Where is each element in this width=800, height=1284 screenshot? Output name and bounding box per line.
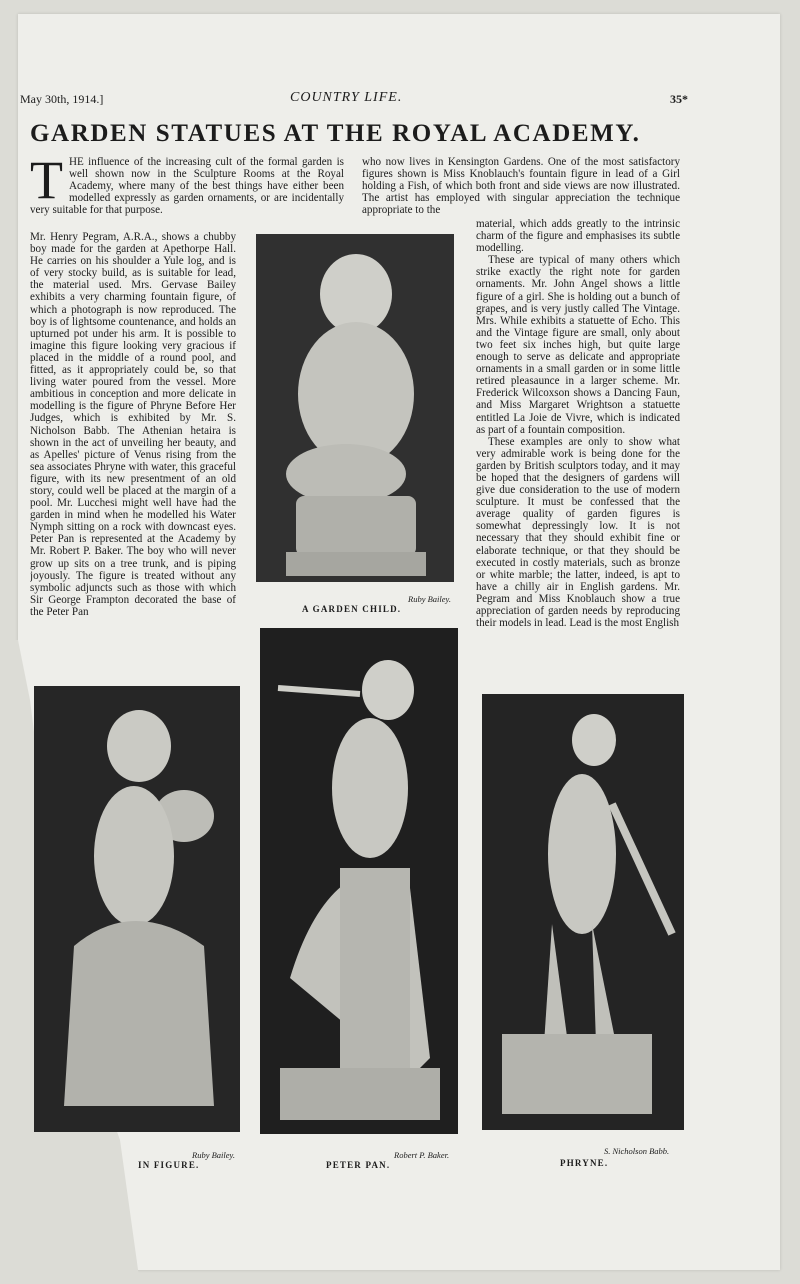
- photo-garden-child-credit: Ruby Bailey.: [408, 594, 451, 604]
- article-title: GARDEN STATUES AT THE ROYAL ACADEMY.: [30, 120, 641, 147]
- photo-phryne-caption: PHRYNE.: [560, 1158, 609, 1168]
- column-3-top: [362, 156, 680, 220]
- column-1-intro: HE influence of the increasing cult of the formal garden is well shown now in the Sculpture Rooms at the Royal Academy, where many of the best things have either been modelled expressly as garden ornaments, or are incidentally very suitable for that purpose.: [30, 156, 344, 217]
- column-3-text-1: material, which adds greatly to the intrinsic charm of the figure and emphasises its subtle modelling.: [476, 218, 680, 255]
- photo-garden-child: [256, 234, 454, 582]
- photo-fountain-figure: [34, 686, 240, 1132]
- column-1-text: Mr. Henry Pegram, A.R.A., shows a chubby boy made for the garden at Apethorpe Hall. He carries on his shoulder a Yule log, and is of very stocky build, as is suitable for lead, the material used. Mrs. Gervase Bailey exhibits a very charming fountain figure, of which a photograph is now reproduced. The boy is of lightsome countenance, and holds an upturned pot under his arm. It is possible to imagine this figure looking very gracious if placed in the middle of a round pool, and fitted, as it appropriately could be, so that living water poured from the vessel. More ambitious in conception and more delicate in modelling is the figure of Phryne Before Her Judges, which is exhibited by Mr. S. Nicholson Babb. The Athenian hetaira is shown in the act of unveiling her beauty, and as Apelles' picture of Venus rising from the sea associates Phryne with water, this graceful figure, with its new presentment of an old story, could well be placed at the margin of a pool. Mr. Lucchesi might well have had the garden in mind when he modelled his Water Nymph sitting on a rock with downcast eyes. Peter Pan is represented at the Academy by Mr. Robert P. Baker. The boy who will never grow up sits on a tree trunk, and is piping joyously. The figure is treated without any symbolic adjuncts such as those with which Sir George Frampton decorated the base of the Peter Pan: [30, 231, 236, 618]
- sculpture-peter-pan-image: [260, 628, 458, 1134]
- photo-garden-child-caption: A GARDEN CHILD.: [302, 604, 402, 614]
- magazine-title: COUNTRY LIFE.: [290, 90, 403, 105]
- photo-peter-pan-caption: PETER PAN.: [326, 1160, 391, 1170]
- sculpture-phryne-image: [482, 694, 684, 1130]
- sculpture-garden-child-image: [256, 234, 454, 582]
- photo-phryne: [482, 694, 684, 1130]
- photo-phryne-credit: S. Nicholson Babb.: [604, 1146, 670, 1156]
- photo-fountain-figure-credit: Ruby Bailey.: [192, 1150, 235, 1160]
- photo-peter-pan: [260, 628, 458, 1134]
- issue-date: May 30th, 1914.]: [20, 92, 104, 106]
- column-3-text-3: These examples are only to show what very admirable work is being done for the garden by British sculptors today, and it may be hoped that the designers of gardens will give due consideration to the use of modern sculpture. It must be confessed that the average quality of garden figures is somewhat depressingly low. It is not necessary that they should exhibit fine or elaborate technique, or that they should be executed in costly materials, such as bronze or white marble; the latter, indeed, is apt to have a chilly air in English gardens. Mr. Pegram and Miss Knoblauch show a true appreciation of garden needs by reproducing their models in lead. Lead is the most English: [476, 435, 680, 630]
- photo-fountain-figure-caption: IN FIGURE.: [138, 1160, 200, 1170]
- drop-cap: T: [30, 156, 63, 210]
- column-1-body: [30, 231, 236, 671]
- photo-peter-pan-credit: Robert P. Baker.: [394, 1150, 450, 1160]
- sculpture-fountain-figure-image: [34, 686, 240, 1132]
- column-1: [30, 156, 344, 232]
- page-number: 35*: [670, 92, 688, 106]
- column-3-text-2: These are typical of many others which strike exactly the right note for garden ornaments. Mr. John Angel shows a little figure of a girl. She is holding out a bunch of grapes, and is very justly called The Vintage. Mrs. While exhibits a statuette of Echo. This and the Vintage figure are small, only about two feet six inches high, but quite large enough to serve as delicate and appropriate ornaments in a small garden or in some little retired pleasaunce in a larger scheme. Mr. Frederick Wilcoxson shows a Dancing Faun, and Miss Margaret Wrightson a statuette entitled La Joie de Vivre, which is indicated as part of a fountain composition.: [476, 254, 680, 436]
- column-3-body: [476, 218, 680, 672]
- column-3-intro: who now lives in Kensington Gardens. One of the most satisfactory figures shown is Miss Knoblauch's fountain figure in lead of a Girl holding a Fish, of which both front and side views are now illustrated. The artist has employed with singular appreciation the technique appropriate to the: [362, 156, 680, 217]
